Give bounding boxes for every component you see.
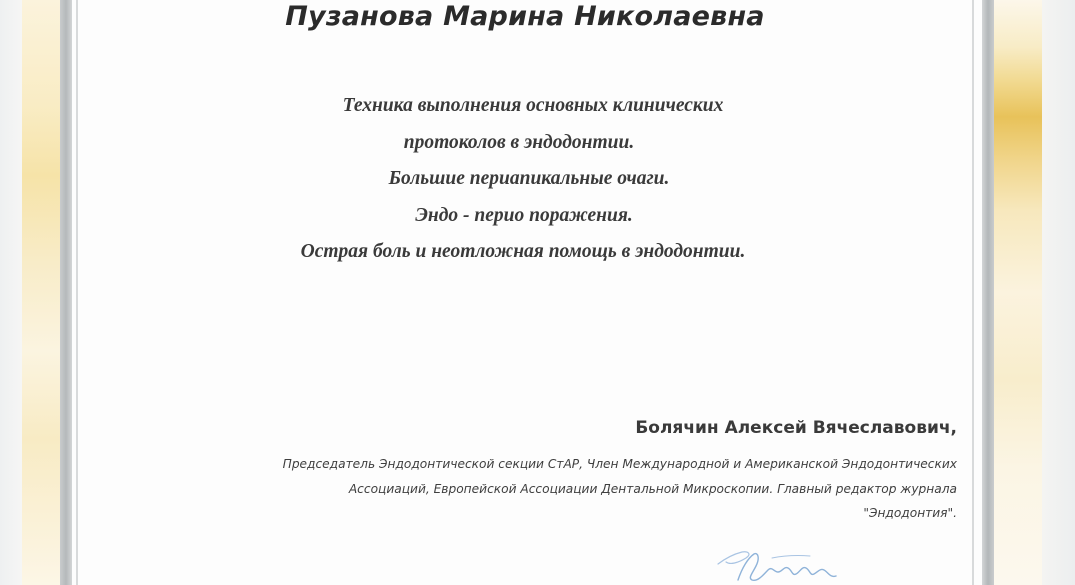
- signer-title-line: Председатель Эндодонтической секции СтАР, Член Международной и Американской Эндодонтических: [282, 457, 957, 471]
- left-border-edge: [0, 0, 22, 585]
- left-border-gold-stripe: [22, 0, 62, 585]
- topic-line: Острая боль и неотложная помощь в эндодонтии.: [300, 241, 746, 262]
- signer-title-line: Ассоциаций, Европейской Ассоциации Дентальной Микроскопии. Главный редактор журнала: [348, 481, 957, 496]
- topic-line: Эндо - перио поражения.: [415, 204, 633, 226]
- course-topics: [80, 88, 970, 271]
- right-border-thin-line: [972, 0, 974, 585]
- topic-line: протоколов в эндодонтии.: [403, 131, 635, 153]
- topic-line: Большие периапикальные очаги.: [388, 168, 670, 189]
- handwritten-signature: [712, 528, 852, 585]
- recipient-name: Пузанова Марина Николаевна: [285, 1, 765, 32]
- right-border-gold-stripe: [994, 0, 1042, 585]
- signer-title: [137, 452, 957, 526]
- topic-line: Техника выполнения основных клинических: [342, 95, 724, 116]
- left-border-grey-line: [60, 0, 72, 585]
- right-border-edge: [1042, 0, 1075, 585]
- left-border-thin-line: [76, 0, 78, 585]
- signer-title-line: "Эндодонтия".: [863, 506, 957, 520]
- signer-name: Болячин Алексей Вячеславович,: [635, 418, 957, 438]
- right-border-grey-line: [982, 0, 994, 585]
